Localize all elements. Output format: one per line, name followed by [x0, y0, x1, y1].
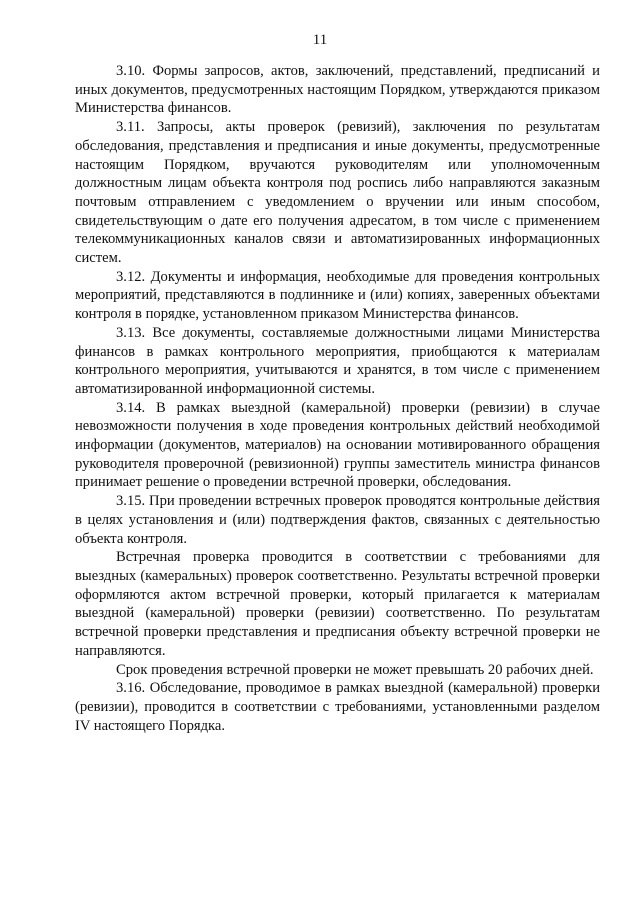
paragraph-3-10: 3.10. Формы запросов, актов, заключений, представлений, предписаний и иных документов, предусмотренных настоящим Порядком, утверждаются приказом Министерства финансов. — [75, 63, 600, 117]
paragraph-3-15: 3.15. При проведении встречных проверок проводятся контрольные действия в целях установления и (или) подтверждения фактов, связанных с деятельностью объекта контроля. — [75, 493, 600, 547]
paragraph-3-13: 3.13. Все документы, составляемые должностными лицами Министерства финансов в рамках контрольного мероприятия, приобщаются к материалам контрольного мероприятия, учитываются и хранятся, в том числе с применением автоматизированной информационной системы. — [75, 324, 600, 397]
page-number: 11 — [312, 32, 328, 48]
paragraph-3-12: 3.12. Документы и информация, необходимые для проведения контрольных мероприятий, представляются в подлиннике и (или) копиях, заверенных объектами контроля в порядке, установленном приказом Министерства финансов. — [75, 268, 600, 323]
paragraph-3-16: 3.16. Обследование, проводимое в рамках выездной (камеральной) проверки (ревизии), проводится в соответствии с требованиями, установленными разделом IV настоящего Порядка. — [75, 680, 600, 734]
paragraph-counter-check-term: Срок проведения встречной проверки не может превышать 20 рабочих дней. — [116, 661, 594, 678]
paragraph-3-14: 3.14. В рамках выездной (камеральной) проверки (ревизии) в случае невозможности получения в ходе проведения контрольных действий необходимой информации (документов, материалов) на основании мотивированного обращения руководителя проверочной (ревизионной) группы заместитель министра финансов принимает решение о проведении встречной проверки, обследования. — [75, 399, 600, 491]
paragraph-counter-check-procedure: Встречная проверка проводится в соответствии с требованиями для выездных (камеральных) проверок соответственно. Результаты встречной проверки оформляются актом встречной проверки, который прилагается к материалам выездной (камеральной) проверки (ревизии) соответственно. По результатам встречной проверки представления и предписания объекту встречной проверки не направляются. — [75, 549, 600, 659]
document-body — [75, 62, 600, 735]
paragraph-3-11: 3.11. Запросы, акты проверок (ревизий), заключения по результатам обследования, представления и предписания и иные документы, предусмотренные настоящим Порядком, вручаются руководителям или уполномоченным должностным лицам объекта контроля под роспись либо направляются заказным почтовым отправлением с уведомлением о вручении или иным способом, свидетельствующим о дате его получения адресатом, в том числе с применением телекоммуникационных каналов связи и автоматизированных информационных систем. — [75, 119, 600, 267]
